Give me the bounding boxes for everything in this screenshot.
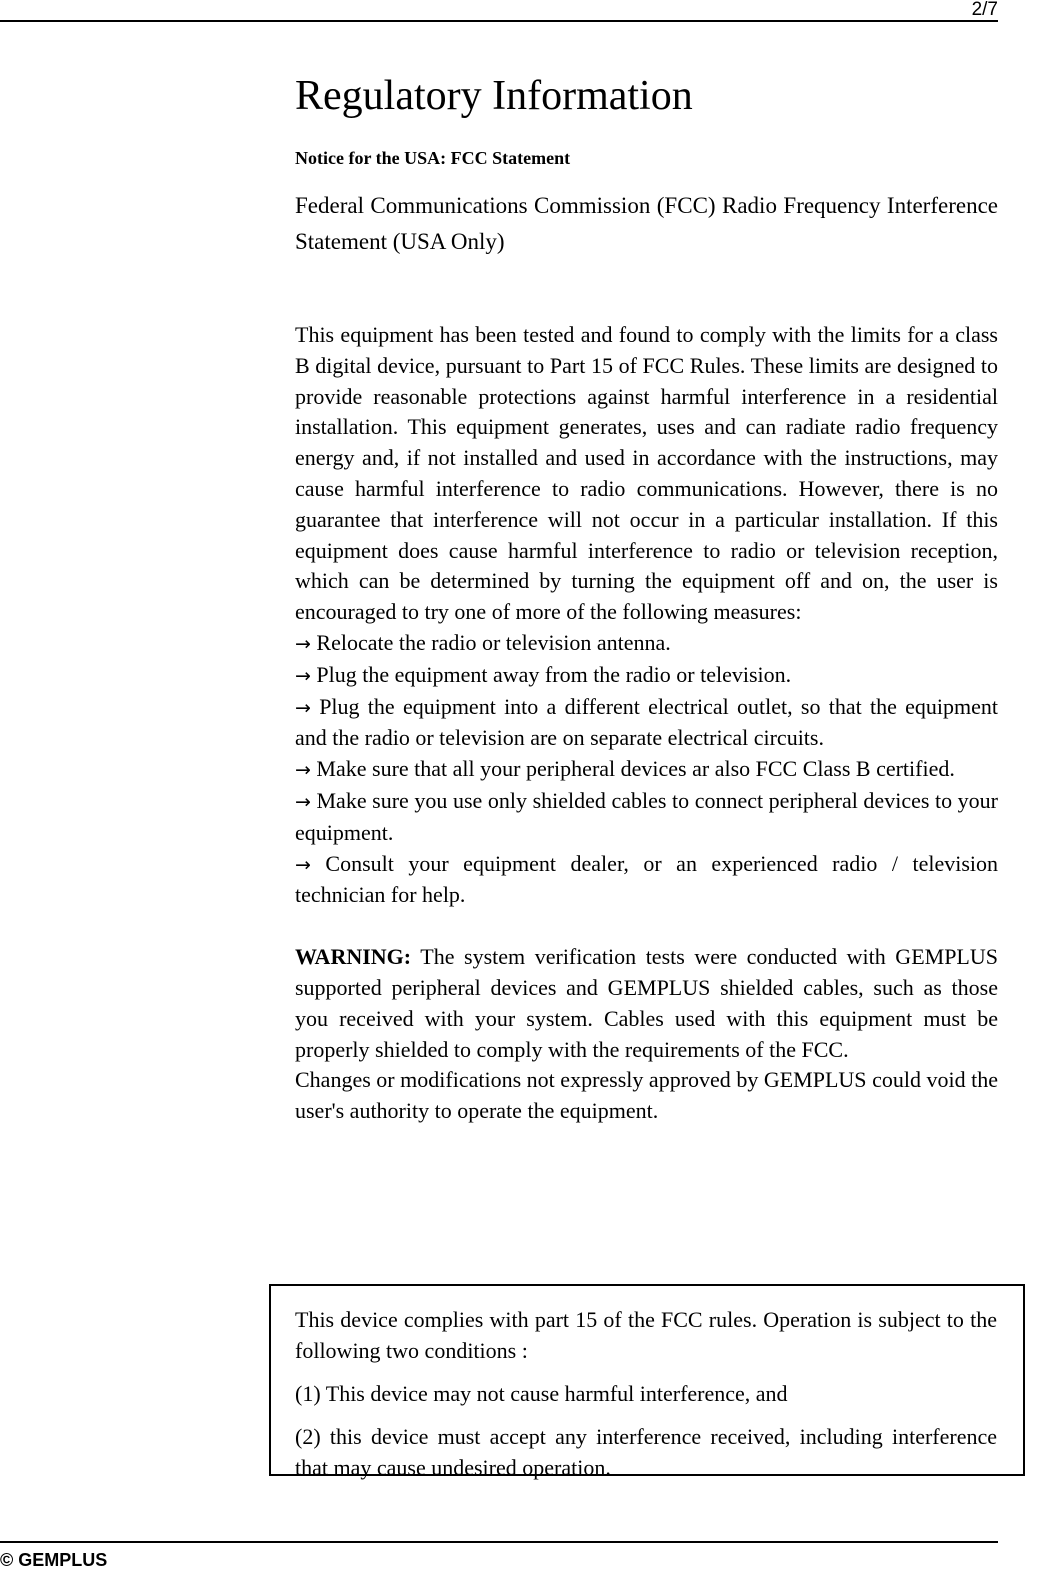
warning-label: WARNING: xyxy=(295,944,412,970)
warning-paragraph xyxy=(295,942,998,1065)
arrow-right-icon: → xyxy=(295,759,311,782)
measure-text: Make sure that all your peripheral devices ar also FCC Class B certified. xyxy=(316,756,955,782)
spacer xyxy=(295,911,998,942)
measure-text: Plug the equipment away from the radio or television. xyxy=(316,661,792,687)
measure-item xyxy=(295,628,998,660)
warning-text: The system verification tests were conducted with GEMPLUS supported peripheral devices and GEMPLUS shielded cables, such as those you received with your system. Cables used with this equipment must be properly shielded to comply with the requirements of the FCC. xyxy=(295,944,998,1062)
footer-copyright: © GEMPLUS xyxy=(0,1550,108,1570)
arrow-right-icon: → xyxy=(295,853,311,876)
measure-item xyxy=(295,849,998,912)
regulatory-body xyxy=(295,320,998,1127)
header-divider xyxy=(0,20,998,22)
arrow-right-icon: → xyxy=(295,790,311,813)
page-title: Regulatory Information xyxy=(295,73,693,119)
arrow-right-icon: → xyxy=(295,696,311,719)
arrow-right-icon: → xyxy=(295,632,311,655)
fcc-compliance-box xyxy=(269,1284,1025,1480)
measure-text: Plug the equipment into a different electrical outlet, so that the equipment and the radio or television are on separate electrical circuits. xyxy=(295,693,998,751)
condition-item: (2) this device must accept any interference received, including interference that may cause undesired operation. xyxy=(295,1424,997,1480)
measure-item xyxy=(295,692,998,755)
compliance-paragraph: This equipment has been tested and found to comply with the limits for a class B digital device, pursuant to Part 15 of FCC Rules. These limits are designed to provide reasonable protections against harmful interference in a residential installation. This equipment generates, uses and can radiate radio frequency energy and, if not installed and used in accordance with the instructions, may cause harmful interference to radio communications. However, there is no guarantee that interference will not occur in a particular installation. If this equipment does cause harmful interference to radio or television reception, which can be determined by turning the equipment off and on, the user is encouraged to try one of more of the following measures: xyxy=(295,322,998,625)
page-number: 2/7 xyxy=(971,0,998,20)
measure-text: Make sure you use only shielded cables to connect peripheral devices to your equipment. xyxy=(295,787,998,845)
section-subtitle: Notice for the USA: FCC Statement xyxy=(295,148,571,168)
arrow-right-icon: → xyxy=(295,664,311,687)
measure-item xyxy=(295,786,998,849)
measure-text: Consult your equipment dealer, or an experienced radio / television technician for help. xyxy=(295,850,999,908)
changes-paragraph: Changes or modifications not expressly approved by GEMPLUS could void the user's authority to operate the equipment. xyxy=(295,1067,998,1124)
compliance-intro: This device complies with part 15 of the FCC rules. Operation is subject to the following two conditions : xyxy=(295,1307,997,1363)
measure-item xyxy=(295,660,998,692)
measure-item xyxy=(295,754,998,786)
intro-statement: Federal Communications Commission (FCC) Radio Frequency Interference Statement (USA Only) xyxy=(295,193,998,254)
measure-text: Relocate the radio or television antenna. xyxy=(316,629,671,655)
footer-divider xyxy=(0,1541,998,1543)
condition-item: (1) This device may not cause harmful interference, and xyxy=(295,1381,788,1406)
fcc-compliance-content xyxy=(295,1304,997,1483)
